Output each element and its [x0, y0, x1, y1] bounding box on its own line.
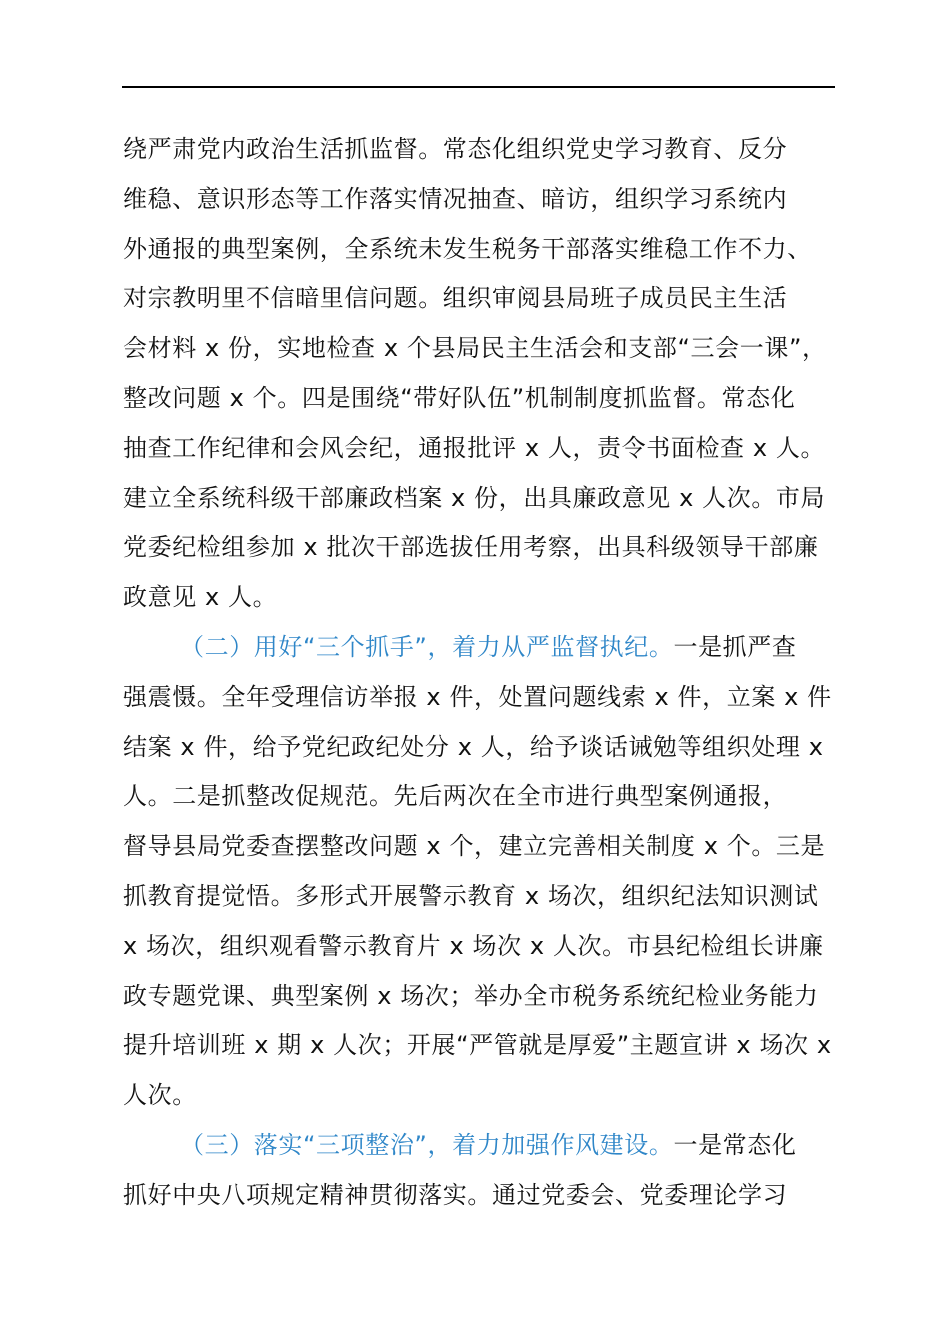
section-3-first-line: [123, 1121, 843, 1171]
body-line: 外通报的典型案例，全系统未发生税务干部落实维稳工作不力、: [123, 234, 812, 263]
body-line: 抓好中央八项规定精神贯彻落实。通过党委会、党委理论学习: [123, 1180, 788, 1209]
body-line: 人。二是抓整改促规范。先后两次在全市进行典型案例通报，: [123, 782, 788, 811]
section-3-lead-text: 一是常态化: [673, 1130, 797, 1159]
body-line: 绕严肃党内政治生活抓监督。常态化组织党史学习教育、反分: [123, 135, 788, 163]
section-2-lead-text: 一是抓严查: [673, 632, 797, 661]
header-rule: [122, 86, 835, 88]
body-line: 维稳、意识形态等工作落实情况抽查、暗访，组织学习系统内: [123, 184, 788, 213]
section-3-heading: （三）落实“三项整治”，着力加强作风建设。: [180, 1130, 674, 1159]
body-line: 提升培训班 x 期 x 人次；开展“严管就是厚爱”主题宣讲 x 场次 x: [123, 1031, 832, 1060]
body-line: 整改问题 x 个。四是围绕“带好队伍”机制制度抓监督。常态化: [123, 383, 796, 412]
body-line: 政专题党课、典型案例 x 场次；举办全市税务系统纪检业务能力: [123, 981, 819, 1010]
section-2-heading: （二）用好“三个抓手”，着力从严监督执纪。: [180, 632, 674, 661]
body-line: x 场次，组织观看警示教育片 x 场次 x 人次。市县纪检组长讲廉: [123, 931, 824, 960]
document-body: [123, 125, 843, 1221]
body-line: 对宗教明里不信暗里信问题。组织审阅县局班子成员民主生活: [123, 284, 788, 313]
body-line: 政意见 x 人。: [123, 583, 278, 612]
body-line: 抽查工作纪律和会风会纪，通报批评 x 人，责令书面检查 x 人。: [123, 433, 826, 462]
body-line: 会材料 x 份，实地检查 x 个县局民主生活会和支部“三会一课”，: [123, 334, 827, 363]
body-line: 结案 x 件，给予党纪政纪处分 x 人，给予谈话诫勉等组织处理 x: [123, 732, 824, 761]
body-line: 强震慑。全年受理信访举报 x 件，处置问题线索 x 件，立案 x 件: [123, 682, 832, 711]
body-line: 建立全系统科级干部廉政档案 x 份，出具廉政意见 x 人次。市局: [123, 483, 826, 512]
body-line: 党委纪检组参加 x 批次干部选拔任用考察，出具科级领导干部廉: [123, 533, 819, 562]
section-2-first-line: [123, 623, 843, 673]
body-line: 抓教育提觉悟。多形式开展警示教育 x 场次，组织纪法知识测试: [123, 881, 819, 910]
body-line: 人次。: [123, 1081, 197, 1110]
body-line: 督导县局党委查摆整改问题 x 个，建立完善相关制度 x 个。三是: [123, 832, 826, 861]
